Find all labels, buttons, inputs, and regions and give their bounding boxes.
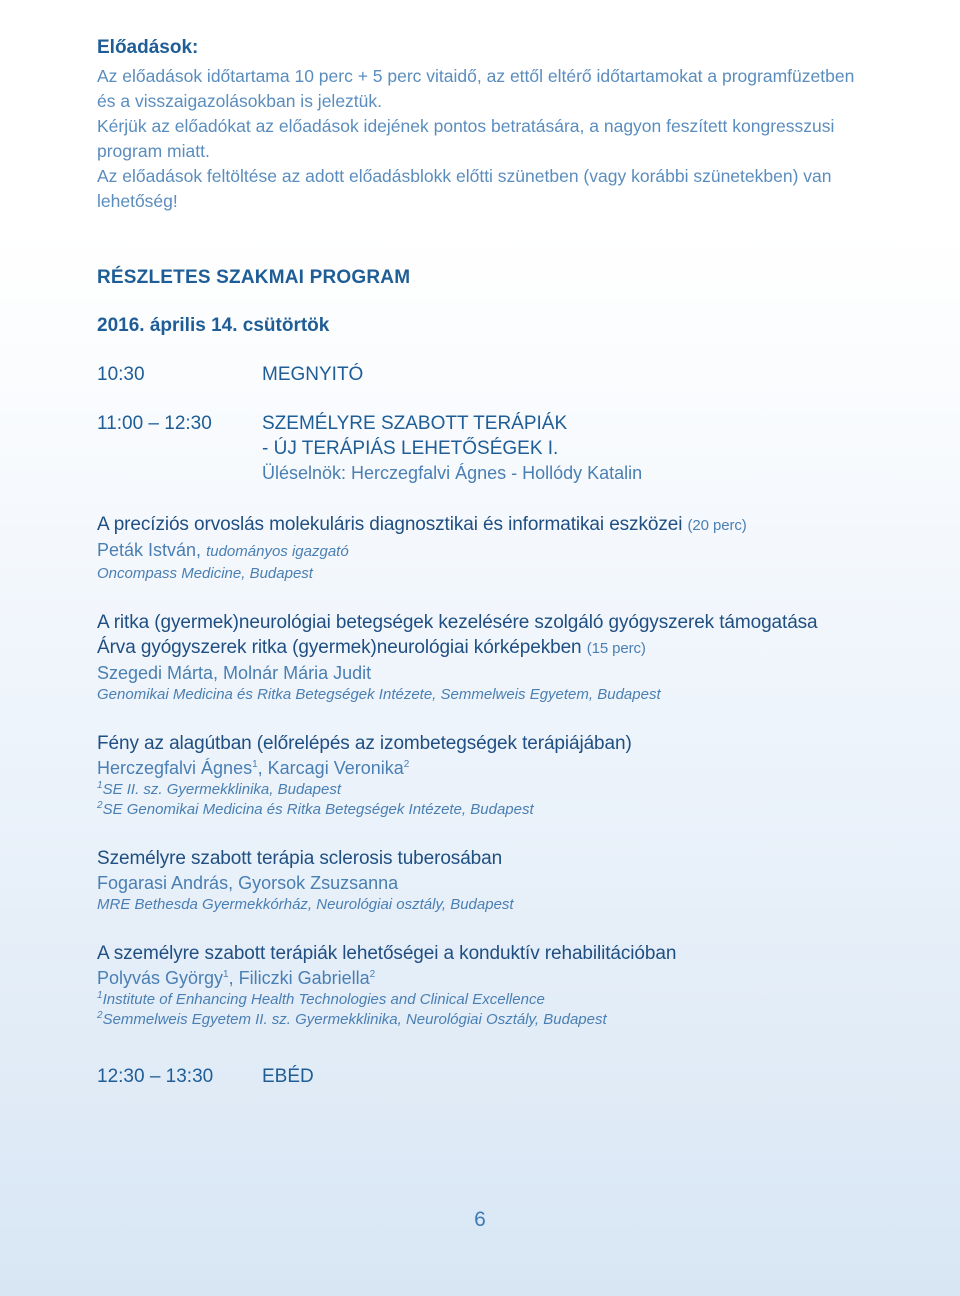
affil-1-marker: 1	[97, 990, 103, 1001]
opening-label: MEGNYITÓ	[262, 364, 364, 385]
talk-author-2: Filiczki Gabriella	[238, 968, 370, 988]
session-chairs: Üléselnök: Herczegfalvi Ágnes - Hollódy Katalin	[262, 463, 643, 483]
talk-title: Személyre szabott terápia sclerosis tuberosában	[97, 848, 503, 869]
session-info	[262, 411, 642, 486]
talk-affiliation-1	[97, 780, 877, 800]
talk-affiliation-2	[97, 1010, 877, 1030]
talk-item	[97, 731, 877, 820]
intro-paragraph-2: Kérjük az előadókat az előadások idejének pontos betratására, a nagyon feszített kongresszusi program miatt.	[97, 116, 835, 161]
affil-2-marker: 2	[97, 800, 103, 811]
page-number: 6	[474, 1208, 486, 1231]
talk-duration: (15 perc)	[586, 640, 646, 657]
affil-1-text: SE II. sz. Gyermekklinika, Budapest	[102, 781, 341, 798]
talk-authors	[97, 538, 877, 564]
talk-authors: Herczegfalvi Ágnes$^1$, Karcagi Veronika$^2$	[97, 758, 410, 778]
talk-author-names: Peták István,	[97, 540, 202, 560]
talk-duration: (20 perc)	[687, 517, 747, 534]
session-title-line2: - ÚJ TERÁPIÁS LEHETŐSÉGEK I.	[262, 438, 559, 459]
talk-author-role: tudományos igazgató	[206, 543, 349, 560]
opening-slot	[97, 362, 877, 387]
author-1-marker: 1	[223, 969, 229, 980]
talk-title: A személyre szabott terápiák lehetőségei a konduktív rehabilitációban	[97, 943, 677, 964]
intro-paragraph-1: Az előadások időtartama 10 perc + 5 perc vitaidő, az ettől eltérő időtartamokat a programfüzetben és a visszaigazolásokban is jeleztük.	[97, 66, 855, 111]
intro-title: Előadások:	[97, 37, 199, 58]
page-content	[97, 36, 877, 1089]
lunch-time: 12:30 – 13:30	[97, 1066, 214, 1087]
talk-affiliation: MRE Bethesda Gyermekkórház, Neurológiai osztály, Budapest	[97, 896, 514, 913]
session-slot	[97, 411, 877, 486]
talk-title: A ritka (gyermek)neurológiai betegségek kezelésére szolgáló gyógyszerek támogatása	[97, 612, 818, 633]
talk-item	[97, 610, 877, 705]
talk-item	[97, 846, 877, 915]
affil-2-marker: 2	[97, 1010, 103, 1021]
talk-author-1: Polyvás György	[97, 968, 224, 988]
talk-affiliation: Genomikai Medicina és Ritka Betegségek Intézete, Semmelweis Egyetem, Budapest	[97, 686, 661, 703]
author-2-marker: 2	[369, 969, 376, 980]
opening-time: 10:30	[97, 364, 145, 385]
affil-2-text: SE Genomikai Medicina és Ritka Betegségek Intézete, Budapest	[102, 801, 534, 818]
intro-paragraph-3: Az előadások feltöltése az adott előadásblokk előtti szünetben (vagy korábbi szünetekben) van lehetőség!	[97, 166, 832, 211]
program-heading: RÉSZLETES SZAKMAI PROGRAM	[97, 267, 411, 288]
session-title-line1: SZEMÉLYRE SZABOTT TERÁPIÁK	[262, 413, 568, 434]
talk-author-1: Herczegfalvi Ágnes	[97, 758, 253, 778]
talk-item	[97, 941, 877, 1030]
intro-block	[97, 36, 877, 214]
talk-affiliation-1	[97, 990, 877, 1010]
talk-title: Fény az alagútban (előrelépés az izombetegségek terápiájában)	[97, 733, 632, 754]
talk-title-text: A precíziós orvoslás molekuláris diagnosztikai és informatikai eszközei	[97, 514, 683, 535]
talk-affiliation: Oncompass Medicine, Budapest	[97, 565, 313, 582]
talk-authors: Polyvás György$^1$, Filiczki Gabriella$^2$	[97, 968, 376, 988]
affil-1-text: Institute of Enhancing Health Technologies and Clinical Excellence	[102, 991, 545, 1008]
program-date: 2016. április 14. csütörtök	[97, 315, 330, 336]
talk-affiliation-2	[97, 800, 877, 820]
affil-2-text: Semmelweis Egyetem II. sz. Gyermekklinika, Neurológiai Osztály, Budapest	[102, 1011, 607, 1028]
talk-item	[97, 512, 877, 584]
talk-title	[97, 512, 877, 538]
talk-authors: Szegedi Márta, Molnár Mária Judit	[97, 663, 372, 683]
author-1-marker: 1	[252, 759, 258, 770]
talk-authors: Fogarasi András, Gyorsok Zsuzsanna	[97, 873, 399, 893]
session-time: 11:00 – 12:30	[97, 413, 212, 434]
talk-author-2: Karcagi Veronika	[267, 758, 404, 778]
lunch-slot	[97, 1064, 877, 1089]
author-2-marker: 2	[403, 759, 410, 770]
talk-subtitle	[97, 635, 877, 661]
talk-subtitle-text: Árva gyógyszerek ritka (gyermek)neurológiai kórképekben	[97, 637, 582, 658]
lunch-label: EBÉD	[262, 1066, 314, 1087]
affil-1-marker: 1	[97, 780, 103, 791]
